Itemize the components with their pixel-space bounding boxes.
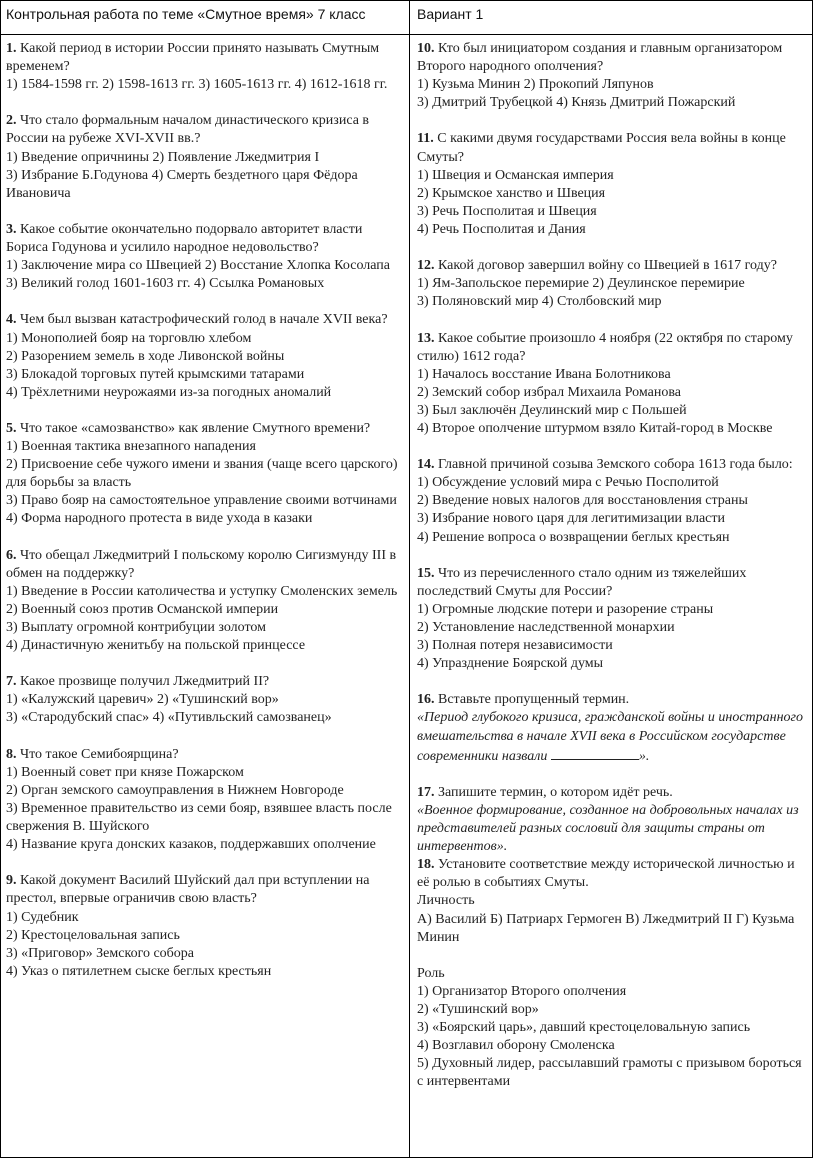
question-number: 15. xyxy=(417,565,435,581)
question-17 xyxy=(417,784,809,856)
question-number: 5. xyxy=(6,420,17,436)
question-12 xyxy=(417,257,809,311)
answer-option[interactable]: 2) Военный союз против Османской империи xyxy=(6,601,279,617)
person-label: Личность xyxy=(417,893,475,909)
worksheet-title: Контрольная работа по теме «Смутное время» 7 класс xyxy=(6,6,366,22)
question-number: 6. xyxy=(6,547,17,563)
answer-option[interactable]: 2) Введение новых налогов для восстановления страны xyxy=(417,493,748,509)
answer-option[interactable]: 4) Второе ополчение штурмом взяло Китай-город в Москве xyxy=(417,420,773,436)
answer-option[interactable]: 4) Форма народного протеста в виде ухода в казаки xyxy=(6,511,313,527)
answer-option[interactable]: 2) Крымское ханство и Швеция xyxy=(417,185,606,201)
answer-option[interactable]: 1) Кузьма Минин 2) Прокопий Ляпунов xyxy=(417,77,654,93)
question-number: 17. xyxy=(417,784,435,800)
answer-option[interactable]: 4) Решение вопроса о возвращении беглых крестьян xyxy=(417,529,730,545)
answer-option[interactable]: 1) Ям-Запольское перемирие 2) Деулинское перемирие xyxy=(417,276,745,292)
question-11 xyxy=(417,130,809,239)
answer-option[interactable]: 4) Династичную женитьбу на польской принцессе xyxy=(6,638,306,654)
answer-option[interactable]: 1) Военная тактика внезапного нападения xyxy=(6,439,256,455)
question-number: 11. xyxy=(417,131,434,147)
answer-option[interactable]: 1) Обсуждение условий мира с Речью Посполитой xyxy=(417,475,719,491)
question-18 xyxy=(417,856,809,1091)
question-text: Какой договор завершил войну со Швецией в 1617 году? xyxy=(438,258,777,274)
question-text: Какой документ Василий Шуйский дал при вступлении на престол, впервые ограничив свою власть? xyxy=(6,873,370,907)
answer-option[interactable]: 2) Земский собор избрал Михаила Романова xyxy=(417,384,681,400)
answer-option[interactable]: 3) Право бояр на самостоятельное управление своими вотчинами xyxy=(6,493,397,509)
question-text: Кто был инициатором создания и главным организатором Второго народного ополчения? xyxy=(417,41,783,75)
answer-option[interactable]: 1) Военный совет при князе Пожарском xyxy=(6,764,244,780)
answer-option[interactable]: 3) «Стародубский спас» 4) «Путивльский самозванец» xyxy=(6,710,332,726)
answer-option[interactable]: 3) «Приговор» Земского собора xyxy=(6,945,195,961)
answer-option[interactable]: 4) Указ о пятилетнем сыске беглых крестьян xyxy=(6,963,272,979)
question-text: Какой период в истории России принято называть Смутным временем? xyxy=(6,41,380,75)
question-text: Какое событие произошло 4 ноября (22 октября по старому стилю) 1612 года? xyxy=(417,330,793,364)
question-text: С какими двумя государствами Россия вела войны в конце Смуты? xyxy=(417,131,786,165)
question-14 xyxy=(417,456,809,546)
question-8 xyxy=(6,746,404,855)
question-text: Что такое «самозванство» как явление Смутного времени? xyxy=(20,420,371,436)
answer-option[interactable]: 3) Речь Посполитая и Швеция xyxy=(417,203,597,219)
person-list: А) Василий Б) Патриарх Гермоген В) Лжедмитрий II Г) Кузьма Минин xyxy=(417,911,795,945)
answer-blank[interactable] xyxy=(551,746,639,760)
question-15 xyxy=(417,565,809,674)
question-number: 3. xyxy=(6,221,17,237)
question-5 xyxy=(6,420,404,529)
column-divider xyxy=(409,1,410,1157)
quote-text: «Военное формирование, созданное на добровольных началах из представителей разных сословий для защиты страны от интервентов». xyxy=(417,802,799,855)
question-1 xyxy=(6,40,404,94)
answer-option[interactable]: 3) Избрание нового царя для легитимизации власти xyxy=(417,511,725,527)
question-text: Главной причиной созыва Земского собора 1613 года было: xyxy=(438,457,793,473)
quote-text: «Период глубокого кризиса, гражданской войны и иностранного вмешательства в начале XVII века в Российском государстве современники назвали xyxy=(417,710,804,764)
answer-option[interactable]: 2) Присвоение себе чужого имени и звания (чаще всего царского) для борьбы за власть xyxy=(6,457,398,491)
right-question-list xyxy=(417,40,809,673)
question-number: 8. xyxy=(6,746,17,762)
question-number: 10. xyxy=(417,41,435,56)
question-16 xyxy=(417,691,809,765)
answer-option[interactable]: 1) Введение в России католичества и уступку Смоленских земель xyxy=(6,583,398,599)
question-number: 2. xyxy=(6,113,17,129)
answer-option[interactable]: 3) Выплату огромной контрибуции золотом xyxy=(6,620,267,635)
answer-option[interactable]: 1) Судебник xyxy=(6,909,79,925)
question-number: 7. xyxy=(6,674,17,690)
role-item: 4) Возглавил оборону Смоленска xyxy=(417,1038,615,1054)
answer-option[interactable]: 4) Название круга донских казаков, поддержавших ополчение xyxy=(6,837,376,853)
question-4 xyxy=(6,311,404,401)
question-text: Что такое Семибоярщина? xyxy=(20,746,179,762)
answer-option[interactable]: 3) Великий голод 1601-1603 гг. 4) Ссылка Романовых xyxy=(6,276,325,292)
header-divider xyxy=(1,34,812,35)
answer-option[interactable]: 4) Упразднение Боярской думы xyxy=(417,656,604,672)
role-item: 2) «Тушинский вор» xyxy=(417,1001,539,1017)
left-column xyxy=(6,40,404,999)
question-number: 4. xyxy=(6,312,17,328)
answer-option[interactable]: 3) Полная потеря независимости xyxy=(417,638,613,654)
answer-option[interactable]: 1) «Калужский царевич» 2) «Тушинский вор» xyxy=(6,692,279,708)
answer-option[interactable]: 3) Дмитрий Трубецкой 4) Князь Дмитрий Пожарский xyxy=(417,95,736,111)
answer-option[interactable]: 2) Орган земского самоуправления в Нижнем Новгороде xyxy=(6,782,344,798)
question-text: Запишите термин, о котором идёт речь. xyxy=(438,784,673,800)
answer-option[interactable]: 3) Временное правительство из семи бояр, взявшее власть после свержения В. Шуйского xyxy=(6,800,392,835)
question-text: Что из перечисленного стало одним из тяжелейших последствий Смуты для России? xyxy=(417,565,747,599)
question-text: Какое прозвище получил Лжедмитрий II? xyxy=(20,674,270,690)
answer-option[interactable]: 1) Огромные людские потери и разорение страны xyxy=(417,601,714,617)
answer-option[interactable]: 4) Речь Посполитая и Дания xyxy=(417,221,586,237)
question-number: 1. xyxy=(6,41,17,56)
question-13 xyxy=(417,330,809,439)
question-7 xyxy=(6,673,404,727)
question-number: 18. xyxy=(417,857,435,873)
answer-option[interactable]: 1) Введение опричнины 2) Появление Лжедмитрия I xyxy=(6,149,320,165)
question-6 xyxy=(6,547,404,656)
answer-option[interactable]: 1) 1584-1598 гг. 2) 1598-1613 гг. 3) 1605-1613 гг. 4) 1612-1618 гг. xyxy=(6,77,388,93)
question-number: 13. xyxy=(417,330,435,346)
question-text: Что обещал Лжедмитрий I польскому королю Сигизмунду III в обмен на поддержку? xyxy=(6,547,397,581)
question-number: 16. xyxy=(417,692,435,708)
answer-option[interactable]: 1) Монополией бояр на торговлю хлебом xyxy=(6,330,252,346)
answer-option[interactable]: 2) Крестоцеловальная запись xyxy=(6,927,180,943)
answer-option[interactable]: 3) Поляновский мир 4) Столбовский мир xyxy=(417,294,662,310)
right-column xyxy=(417,40,809,1091)
question-3 xyxy=(6,221,404,293)
variant-label: Вариант 1 xyxy=(417,6,484,22)
question-text: Вставьте пропущенный термин. xyxy=(438,692,630,708)
question-number: 12. xyxy=(417,258,435,274)
question-9 xyxy=(6,872,404,981)
question-text: Установите соответствие между исторической личностью и её ролью в событиях Смуты. xyxy=(417,857,795,891)
role-item: 3) «Боярский царь», давший крестоцеловальную запись xyxy=(417,1020,751,1036)
quote-end: ». xyxy=(638,748,650,764)
answer-option[interactable]: 4) Трёхлетними неурожаями из-за погодных аномалий xyxy=(6,384,332,400)
answer-option[interactable]: 2) Установление наследственной монархии xyxy=(417,620,675,635)
role-item: 1) Организатор Второго ополчения xyxy=(417,983,627,999)
question-text: Какое событие окончательно подорвало авторитет власти Бориса Годунова и усилило народное недовольство? xyxy=(6,221,363,256)
answer-option[interactable]: 3) Блокадой торговых путей крымскими татарами xyxy=(6,366,305,382)
role-list xyxy=(417,983,809,1092)
question-10 xyxy=(417,40,809,112)
question-number: 14. xyxy=(417,457,435,473)
question-number: 9. xyxy=(6,873,17,889)
answer-option[interactable]: 3) Был заключён Деулинский мир с Польшей xyxy=(417,402,687,418)
question-2 xyxy=(6,112,404,202)
role-item: 5) Духовный лидер, рассылавший грамоты с призывом бороться с интервентами xyxy=(417,1056,802,1090)
question-text: Что стало формальным началом династического кризиса в России на рубеже XVI-XVII вв.? xyxy=(6,113,370,147)
answer-option[interactable]: 1) Заключение мира со Швецией 2) Восстание Хлопка Косолапа xyxy=(6,258,391,274)
answer-option[interactable]: 2) Разорением земель в ходе Ливонской войны xyxy=(6,348,285,364)
answer-option[interactable]: 1) Началось восстание Ивана Болотникова xyxy=(417,366,671,382)
role-label: Роль xyxy=(417,965,445,981)
question-text: Чем был вызван катастрофический голод в начале XVII века? xyxy=(20,312,388,328)
answer-option[interactable]: 1) Швеция и Османская империя xyxy=(417,167,614,183)
answer-option[interactable]: 3) Избрание Б.Годунова 4) Смерть бездетного царя Фёдора Ивановича xyxy=(6,167,358,201)
